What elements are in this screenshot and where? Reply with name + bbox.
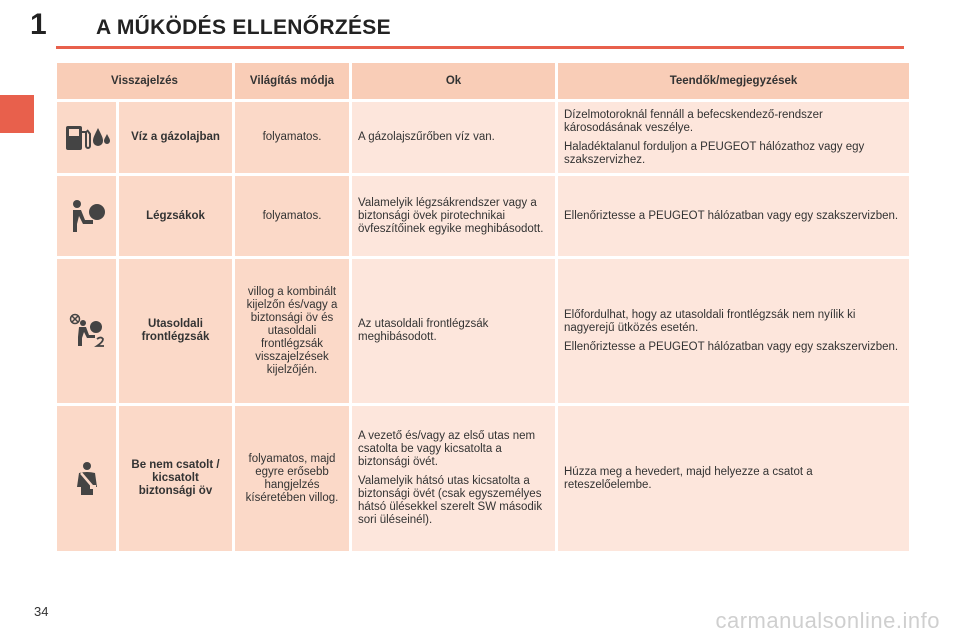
action-paragraph: Ellenőriztesse a PEUGEOT hálózatban vagy egy szakszervizben. xyxy=(564,209,899,222)
action-text xyxy=(558,102,909,173)
page-title: A MŰKÖDÉS ELLENŐRZÉSE xyxy=(96,16,391,39)
page-number: 34 xyxy=(34,604,49,619)
action-paragraph: Haladéktalanul forduljon a PEUGEOT hálózathoz vagy egy szakszervizhez. xyxy=(564,140,865,166)
cause-text xyxy=(352,102,555,173)
action-paragraph: Dízelmotoroknál fennáll a befecskendező-rendszer károsodásának veszélye. xyxy=(564,108,823,134)
chapter-tab xyxy=(0,95,34,133)
indicator-name: Be nem csatolt / kicsatolt biztonsági öv xyxy=(119,406,232,551)
lighting-mode: folyamatos, majd egyre erősebb hangjelzés kíséretében villog. xyxy=(235,406,349,551)
indicator-name: Légzsákok xyxy=(119,176,232,256)
action-text xyxy=(558,176,909,256)
cause-paragraph: A vezető és/vagy az első utas nem csatolta be vagy kicsatolta a biztonsági övét. xyxy=(358,430,536,468)
cause-text xyxy=(352,176,555,256)
chapter-number: 1 xyxy=(30,8,47,41)
cause-paragraph: Valamelyik légzsákrendszer vagy a biztonsági övek pirotechnikai övfeszítőinek egyike meghibásodott. xyxy=(358,196,544,235)
header-lighting: Világítás módja xyxy=(235,63,349,99)
lighting-mode: folyamatos. xyxy=(235,176,349,256)
action-paragraph: Előfordulhat, hogy az utasoldali frontlégzsák nem nyílik ki nagyerejű ütközés esetén. xyxy=(564,308,856,334)
passenger-airbag-off-icon xyxy=(67,313,107,349)
cause-paragraph: A gázolajszűrőben víz van. xyxy=(358,131,495,143)
water-in-diesel-icon xyxy=(64,122,110,154)
action-paragraph: Ellenőriztesse a PEUGEOT hálózatban vagy egy szakszervizben. xyxy=(564,340,899,353)
header-actions: Teendők/megjegyzések xyxy=(558,63,909,99)
title-divider xyxy=(56,46,904,49)
table-row-icon-cell xyxy=(57,176,116,256)
table-row-icon-cell xyxy=(57,406,116,551)
lighting-mode: villog a kombinált kijelzőn és/vagy a biztonsági öv és utasoldali frontlégzsák visszajelzések kijelzőjén. xyxy=(235,259,349,403)
airbag-icon xyxy=(67,198,107,234)
indicator-name: Víz a gázolajban xyxy=(119,102,232,173)
action-text xyxy=(558,406,909,551)
cause-paragraph: Az utasoldali frontlégzsák meghibásodott. xyxy=(358,318,489,343)
table-row-icon-cell xyxy=(57,259,116,403)
action-paragraph: Húzza meg a hevedert, majd helyezze a csatot a reteszelőelembe. xyxy=(564,465,813,491)
cause-paragraph: Valamelyik hátsó utas kicsatolta a biztonsági övét (csak egyszemélyes hátsó ülésekkel szerelt SW második sori üléseinél). xyxy=(358,475,543,526)
table-row-icon-cell xyxy=(57,102,116,173)
cause-text xyxy=(352,259,555,403)
warning-lights-table xyxy=(57,63,903,551)
cause-text xyxy=(352,406,555,551)
lighting-mode: folyamatos. xyxy=(235,102,349,173)
action-text xyxy=(558,259,909,403)
header-indicator: Visszajelzés xyxy=(57,63,232,99)
watermark: carmanualsonline.info xyxy=(715,608,940,633)
header-cause: Ok xyxy=(352,63,555,99)
seatbelt-icon xyxy=(71,461,103,497)
indicator-name: Utasoldali frontlégzsák xyxy=(119,259,232,403)
